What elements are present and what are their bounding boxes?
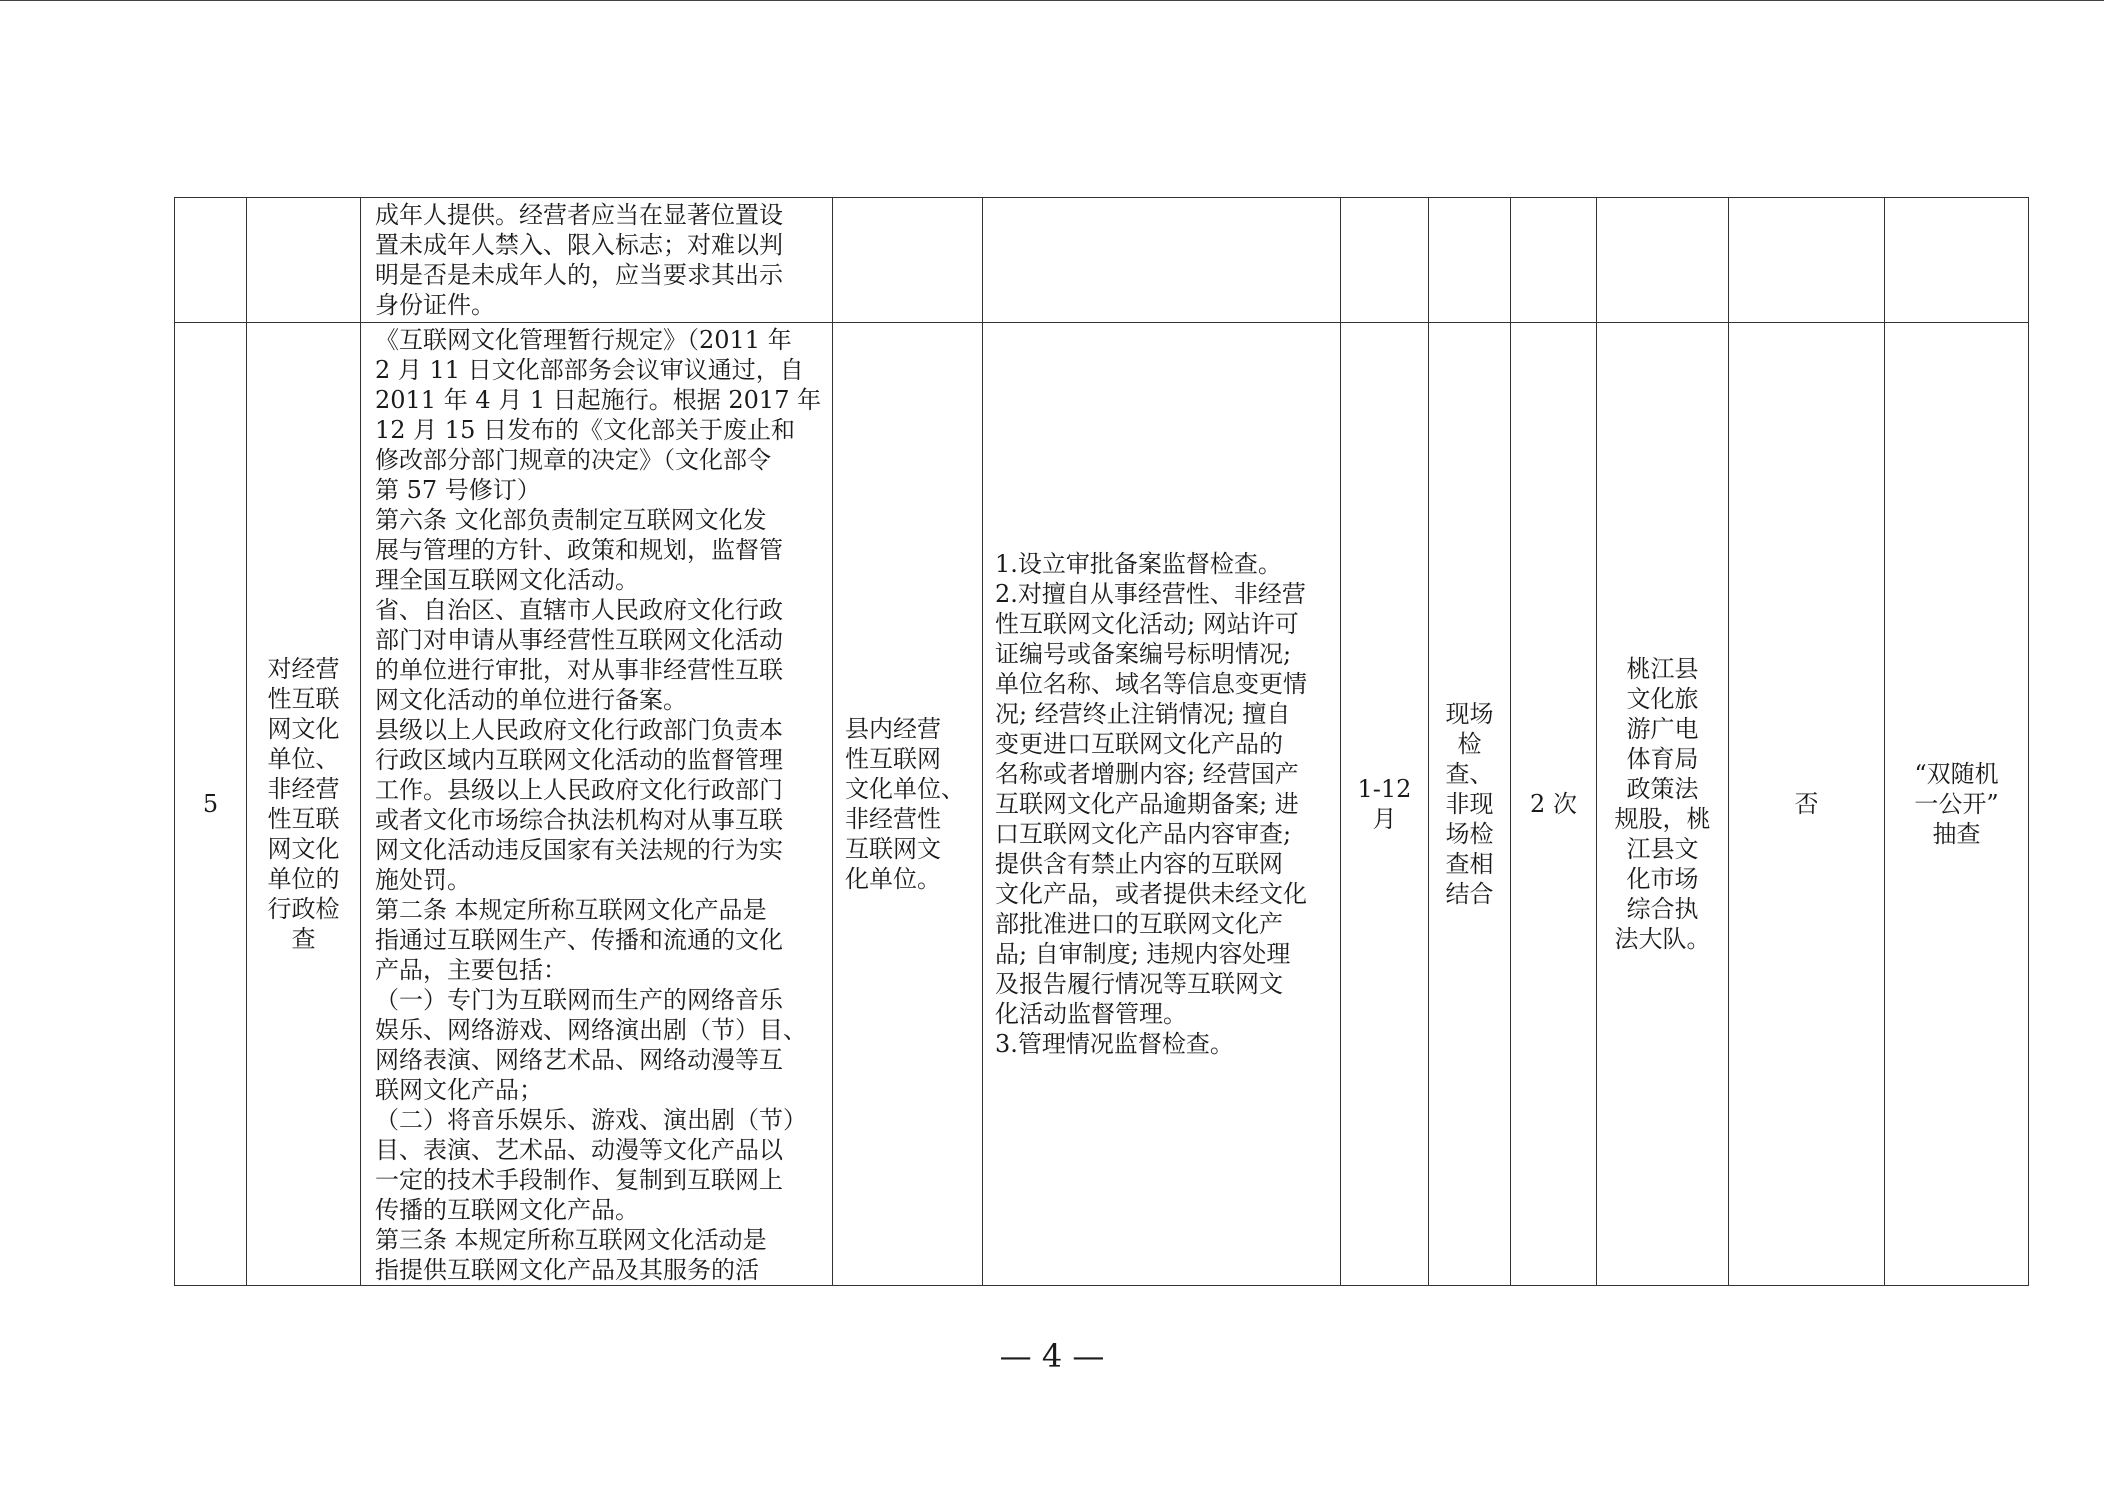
basis-line: 一定的技术手段制作、复制到互联网上 <box>375 1166 783 1194</box>
dept-line: 体育局 <box>1626 745 1699 773</box>
mode-line: 抽查 <box>1932 820 1981 848</box>
dept-line: 桃江县 <box>1626 655 1699 683</box>
object-line: 县内经营 <box>845 715 941 743</box>
basis-line: 传播的互联网文化产品。 <box>375 1196 639 1224</box>
dept-line: 政策法 <box>1626 775 1699 803</box>
basis-line: 指提供互联网文化产品及其服务的活 <box>375 1256 759 1284</box>
dept-line: 文化旅 <box>1626 685 1699 713</box>
cell-method <box>1429 323 1511 1286</box>
page-number: — 4 — <box>999 1337 1105 1375</box>
time-line: 1-12 <box>1357 775 1412 803</box>
basis-line: 第三条 本规定所称互联网文化活动是 <box>375 1226 767 1254</box>
basis-line: 理全国互联网文化活动。 <box>375 566 639 594</box>
item-line: 查 <box>291 925 316 953</box>
basis-line: 工作。县级以上人民政府文化行政部门 <box>375 776 783 804</box>
content-line: 部批准进口的互联网文化产 <box>995 910 1283 938</box>
cell-method-empty <box>1429 198 1511 323</box>
item-line: 性互联 <box>267 805 340 833</box>
table-row-5 <box>175 323 2029 1286</box>
content-line: 1.设立审批备案监督检查。 <box>995 550 1282 578</box>
cell-item-empty <box>247 198 361 323</box>
dept-line: 江县文 <box>1626 835 1699 863</box>
cell-dept-empty <box>1597 198 1729 323</box>
content-line: 化活动监督管理。 <box>995 1000 1187 1028</box>
frequency-text: 2 次 <box>1530 790 1577 818</box>
item-line: 网文化 <box>267 715 340 743</box>
item-line: 行政检 <box>267 895 340 923</box>
cell-frequency-empty <box>1511 198 1597 323</box>
dept-line: 规股，桃 <box>1614 805 1711 833</box>
cell-basis-continued <box>361 198 833 323</box>
method-line: 非现 <box>1445 790 1494 818</box>
method-line: 结合 <box>1445 880 1494 908</box>
joint-text: 否 <box>1794 790 1819 818</box>
basis-line: 网络表演、网络艺术品、网络动漫等互 <box>375 1046 783 1074</box>
basis-line: 目、表演、艺术品、动漫等文化产品以 <box>375 1136 783 1164</box>
cell-mode <box>1885 323 2029 1286</box>
content-line: 互联网文化产品逾期备案; 进 <box>995 790 1299 818</box>
cell-content-empty <box>983 198 1341 323</box>
cell-time-empty <box>1341 198 1429 323</box>
object-line: 性互联网 <box>845 745 941 773</box>
item-line: 非经营 <box>267 775 340 803</box>
basis-line: 第二条 本规定所称互联网文化产品是 <box>375 896 767 924</box>
basis-line: 修改部分部门规章的决定》（文化部令 <box>375 446 771 474</box>
cell-index-empty <box>175 198 247 323</box>
cell-item <box>247 323 361 1286</box>
dept-line: 法大队。 <box>1614 925 1711 953</box>
basis-line: 《互联网文化管理暂行规定》（2011 年 <box>375 326 792 354</box>
mode-line: 一公开” <box>1914 790 1999 818</box>
method-line: 现场 <box>1445 700 1494 728</box>
index-text: 5 <box>202 790 219 818</box>
top-border-line <box>0 0 2104 1</box>
method-line: 查、 <box>1445 760 1494 788</box>
time-line: 月 <box>1372 805 1397 833</box>
basis-line: （一）专门为互联网而生产的网络音乐 <box>375 986 783 1014</box>
dept-line: 游广电 <box>1626 715 1699 743</box>
item-line: 对经营 <box>267 655 340 683</box>
content-line: 单位名称、域名等信息变更情 <box>995 670 1307 698</box>
object-line: 非经营性 <box>845 805 941 833</box>
content-line: 文化产品，或者提供未经文化 <box>995 880 1307 908</box>
basis-line: 施处罚。 <box>375 866 471 894</box>
basis-line: 第 57 号修订） <box>375 476 541 504</box>
method-line: 检 <box>1457 730 1482 758</box>
cell-basis <box>361 323 833 1286</box>
content-line: 性互联网文化活动; 网站许可 <box>995 610 1299 638</box>
cell-object <box>833 323 983 1286</box>
content-line: 3.管理情况监督检查。 <box>995 1030 1234 1058</box>
basis-line: 联网文化产品； <box>375 1076 543 1104</box>
cell-frequency <box>1511 323 1597 1286</box>
basis-line: 12 月 15 日发布的《文化部关于废止和 <box>375 416 795 444</box>
basis-line: 产品，主要包括： <box>375 956 567 984</box>
basis-line: 网文化活动的单位进行备案。 <box>375 686 687 714</box>
item-line: 单位、 <box>267 745 340 773</box>
dept-line: 综合执 <box>1626 895 1699 923</box>
cell-object-empty <box>833 198 983 323</box>
content-line: 提供含有禁止内容的互联网 <box>995 850 1283 878</box>
content-line: 名称或者增删内容; 经营国产 <box>995 760 1299 788</box>
content-line: 口互联网文化产品内容审查; <box>995 820 1292 848</box>
basis-line: 网文化活动违反国家有关法规的行为实 <box>375 836 783 864</box>
content-line: 及报告履行情况等互联网文 <box>995 970 1283 998</box>
basis-line: 娱乐、网络游戏、网络演出剧（节）目、 <box>375 1016 807 1044</box>
cell-content <box>983 323 1341 1286</box>
content-line: 变更进口互联网文化产品的 <box>995 730 1283 758</box>
basis-line: 部门对申请从事经营性互联网文化活动 <box>375 626 783 654</box>
cell-mode-empty <box>1885 198 2029 323</box>
basis-line: 2011 年 4 月 1 日起施行。根据 2017 年 <box>375 386 822 414</box>
cell-joint <box>1729 323 1885 1286</box>
cell-dept <box>1597 323 1729 1286</box>
item-line: 性互联 <box>267 685 340 713</box>
inspection-table <box>174 197 2029 1286</box>
basis-line: （二）将音乐娱乐、游戏、演出剧（节） <box>375 1106 807 1134</box>
content-line: 2.对擅自从事经营性、非经营 <box>995 580 1306 608</box>
basis-line: 县级以上人民政府文化行政部门负责本 <box>375 716 783 744</box>
basis-line: 行政区域内互联网文化活动的监督管理 <box>375 746 783 774</box>
object-line: 化单位。 <box>845 865 941 893</box>
basis-line: 2 月 11 日文化部部务会议审议通过，自 <box>375 356 804 384</box>
basis-line: 成年人提供。经营者应当在显著位置设 <box>375 201 783 229</box>
method-line: 场检 <box>1445 820 1494 848</box>
object-line: 文化单位、 <box>845 775 965 803</box>
basis-line: 展与管理的方针、政策和规划，监督管 <box>375 536 783 564</box>
basis-line: 第六条 文化部负责制定互联网文化发 <box>375 506 767 534</box>
item-line: 网文化 <box>267 835 340 863</box>
dept-line: 化市场 <box>1626 865 1699 893</box>
basis-line: 指通过互联网生产、传播和流通的文化 <box>375 926 783 954</box>
object-line: 互联网文 <box>845 835 941 863</box>
item-line: 单位的 <box>267 865 340 893</box>
content-line: 况; 经营终止注销情况; 擅自 <box>995 700 1291 728</box>
basis-line: 明是否是未成年人的，应当要求其出示 <box>375 261 783 289</box>
basis-line: 的单位进行审批，对从事非经营性互联 <box>375 656 783 684</box>
method-line: 查相 <box>1445 850 1494 878</box>
basis-line: 置未成年人禁入、限入标志；对难以判 <box>375 231 783 259</box>
basis-line: 省、自治区、直辖市人民政府文化行政 <box>375 596 783 624</box>
basis-line: 或者文化市场综合执法机构对从事互联 <box>375 806 783 834</box>
cell-time <box>1341 323 1429 1286</box>
content-line: 品; 自审制度; 违规内容处理 <box>995 940 1291 968</box>
cell-joint-empty <box>1729 198 1885 323</box>
mode-line: “双随机 <box>1914 760 1999 788</box>
cell-index <box>175 323 247 1286</box>
table-row-continued <box>175 198 2029 323</box>
content-line: 证编号或备案编号标明情况; <box>995 640 1292 668</box>
basis-line: 身份证件。 <box>375 291 495 319</box>
